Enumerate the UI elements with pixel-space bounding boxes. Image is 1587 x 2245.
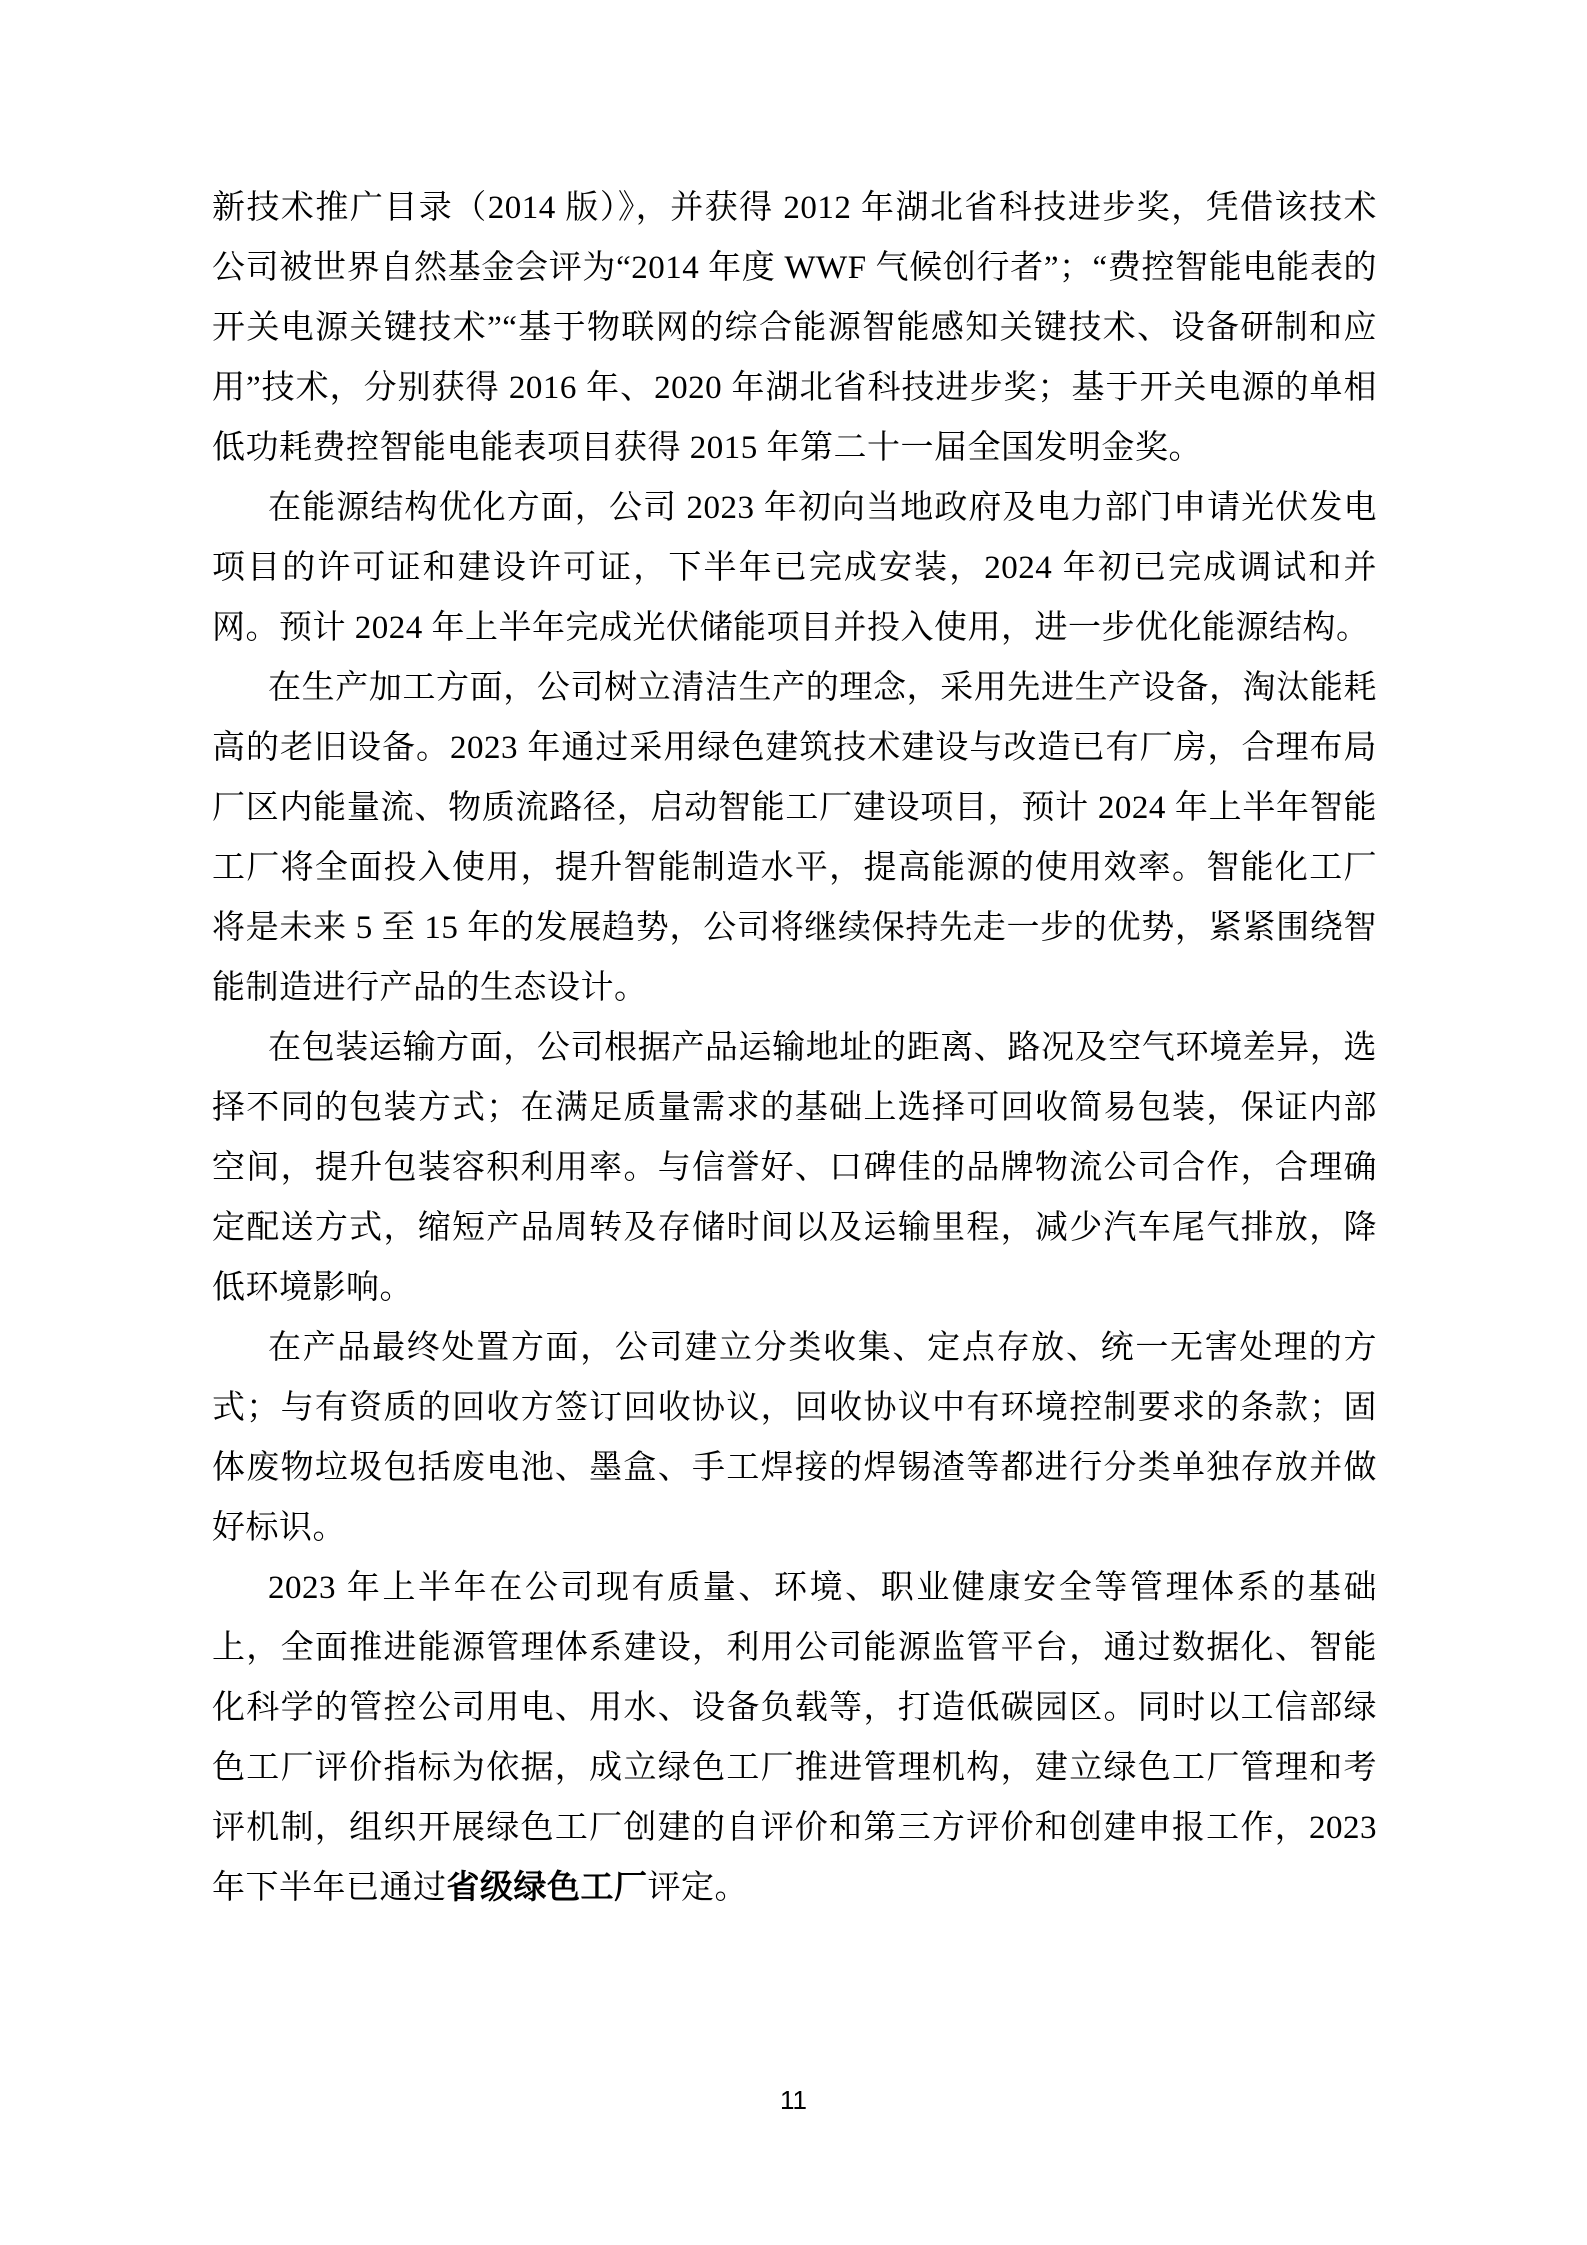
- paragraph-final-disposal: 在产品最终处置方面，公司建立分类收集、定点存放、统一无害处理的方式；与有资质的回收方签订回收协议，回收协议中有环境控制要求的条款；固体废物垃圾包括废电池、墨盒、手工焊接的焊锡渣等都进行分类单独存放并做好标识。: [212, 1330, 1377, 1546]
- paragraph-production: 在生产加工方面，公司树立清洁生产的理念，采用先进生产设备，淘汰能耗高的老旧设备。2023 年通过采用绿色建筑技术建设与改造已有厂房，合理布局厂区内能量流、物质流路径，启动智能工厂建设项目，预计 2024 年上半年智能工厂将全面投入使用，提升智能制造水平，提高能源的使用效率。智能化工厂将是未来 5 至 15 年的发展趋势，公司将继续保持先走一步的优势，紧紧围绕智能制造进行产品的生态设计。: [212, 670, 1377, 1006]
- page-number: 11: [780, 2085, 807, 2115]
- paragraph-packaging-transport: 在包装运输方面，公司根据产品运输地址的距离、路况及空气环境差异，选择不同的包装方式；在满足质量需求的基础上选择可回收简易包装，保证内部空间，提升包装容积利用率。与信誉好、口碑佳的品牌物流公司合作，合理确定配送方式，缩短产品周转及存储时间以及运输里程，减少汽车尾气排放，降低环境影响。: [212, 1030, 1377, 1306]
- page-footer: [0, 2082, 1587, 2118]
- paragraph-awards: 新技术推广目录（2014 版）》，并获得 2012 年湖北省科技进步奖，凭借该技术公司被世界自然基金会评为“2014 年度 WWF 气候创行者”；“费控智能电能表的开关电源关键技术”“基于物联网的综合能源智能感知关键技术、设备研制和应用”技术，分别获得 2016 年、2020 年湖北省科技进步奖；基于开关电源的单相低功耗费控智能电能表项目获得 2015 年第二十一届全国发明金奖。: [212, 190, 1377, 466]
- document-body: [212, 178, 1377, 1918]
- paragraph-text-after-bold: 评定。: [647, 1870, 748, 1906]
- bold-green-factory-label: 省级绿色工厂: [446, 1870, 648, 1906]
- paragraph-energy-structure: 在能源结构优化方面，公司 2023 年初向当地政府及电力部门申请光伏发电项目的许可证和建设许可证，下半年已完成安装，2024 年初已完成调试和并网。预计 2024 年上半年完成光伏储能项目并投入使用，进一步优化能源结构。: [212, 490, 1377, 646]
- paragraph-green-factory: [212, 1558, 1377, 1918]
- paragraph-text-before-bold: 2023 年上半年在公司现有质量、环境、职业健康安全等管理体系的基础上，全面推进能源管理体系建设，利用公司能源监管平台，通过数据化、智能化科学的管控公司用电、用水、设备负载等，打造低碳园区。同时以工信部绿色工厂评价指标为依据，成立绿色工厂推进管理机构，建立绿色工厂管理和考评机制，组织开展绿色工厂创建的自评价和第三方评价和创建申报工作，2023 年下半年已通过: [212, 1570, 1377, 1906]
